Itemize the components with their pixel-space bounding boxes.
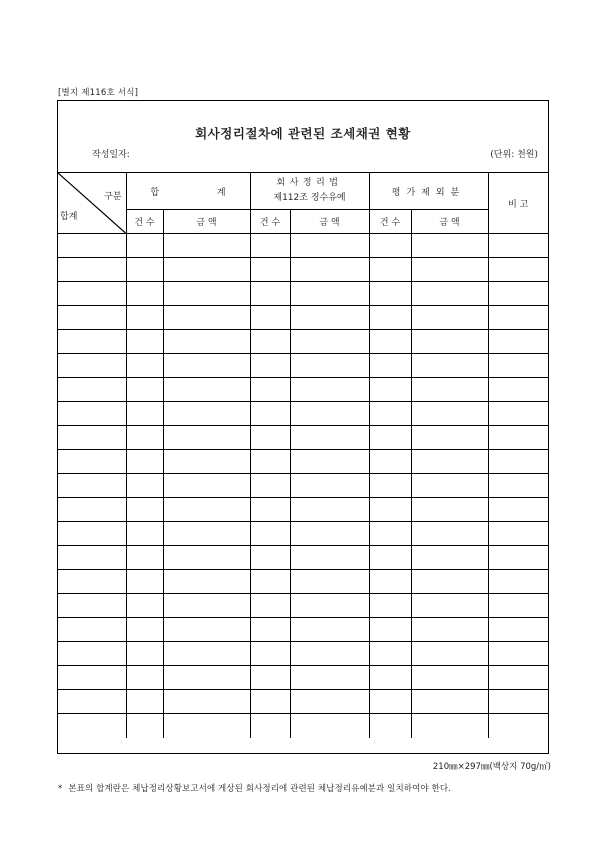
table-row	[58, 378, 548, 402]
table-row	[58, 306, 548, 330]
table-cell[interactable]	[250, 474, 290, 498]
table-cell[interactable]	[290, 402, 369, 426]
table-cell[interactable]	[488, 378, 548, 402]
table-cell[interactable]	[488, 234, 548, 258]
table-cell[interactable]	[250, 282, 290, 306]
table-row	[58, 330, 548, 354]
table-cell[interactable]	[58, 594, 126, 618]
header-remarks: 비 고	[488, 173, 548, 234]
table-cell[interactable]	[369, 330, 411, 354]
sub-amount-total: 금 액	[163, 210, 250, 234]
table-cell[interactable]	[411, 402, 488, 426]
table-cell[interactable]	[58, 522, 126, 546]
table-cell[interactable]	[369, 234, 411, 258]
header-article-112-line1: 회사정리법	[276, 178, 343, 188]
tax-claims-table	[58, 172, 548, 738]
table-cell[interactable]	[290, 666, 369, 690]
table-cell[interactable]	[369, 354, 411, 378]
table-cell[interactable]	[488, 330, 548, 354]
table-cell[interactable]	[163, 306, 250, 330]
table-cell[interactable]	[290, 690, 369, 714]
table-row	[58, 570, 548, 594]
table-cell[interactable]	[58, 546, 126, 570]
table-cell[interactable]	[290, 282, 369, 306]
table-cell[interactable]	[290, 714, 369, 738]
table-cell[interactable]	[58, 498, 126, 522]
table-cell[interactable]	[411, 306, 488, 330]
table-cell[interactable]	[411, 474, 488, 498]
form-frame	[57, 100, 549, 754]
table-cell[interactable]	[488, 642, 548, 666]
table-cell[interactable]	[290, 306, 369, 330]
header-evaluation-excluded: 평가제외분	[369, 173, 488, 210]
table-cell[interactable]	[163, 714, 250, 738]
table-cell[interactable]	[411, 546, 488, 570]
table-cell[interactable]	[58, 474, 126, 498]
table-cell[interactable]	[369, 282, 411, 306]
table-cell[interactable]	[250, 522, 290, 546]
table-cell[interactable]	[163, 522, 250, 546]
table-cell[interactable]	[250, 546, 290, 570]
table-cell[interactable]	[163, 690, 250, 714]
table-cell[interactable]	[290, 378, 369, 402]
table-cell[interactable]	[250, 306, 290, 330]
table-cell[interactable]	[163, 402, 250, 426]
table-cell[interactable]	[163, 354, 250, 378]
table-cell[interactable]	[126, 306, 163, 330]
table-cell[interactable]	[250, 570, 290, 594]
date-label: 작성일자:	[92, 150, 130, 160]
table-cell[interactable]	[411, 666, 488, 690]
table-cell[interactable]	[488, 426, 548, 450]
table-cell[interactable]	[290, 546, 369, 570]
table-cell[interactable]	[126, 618, 163, 642]
table-cell[interactable]	[126, 282, 163, 306]
table-cell[interactable]	[126, 522, 163, 546]
table-cell[interactable]	[250, 714, 290, 738]
table-cell[interactable]	[250, 426, 290, 450]
table-cell[interactable]	[411, 690, 488, 714]
table-cell[interactable]	[488, 498, 548, 522]
table-cell[interactable]	[369, 618, 411, 642]
header-total: 합 계	[126, 173, 250, 210]
table-cell[interactable]	[411, 450, 488, 474]
table-cell[interactable]	[58, 450, 126, 474]
table-cell[interactable]	[411, 522, 488, 546]
table-cell[interactable]	[369, 642, 411, 666]
table-cell[interactable]	[411, 426, 488, 450]
table-cell[interactable]	[163, 618, 250, 642]
sub-amount-article: 금 액	[290, 210, 369, 234]
table-cell[interactable]	[126, 546, 163, 570]
table-cell[interactable]	[58, 690, 126, 714]
sub-count-total: 건 수	[126, 210, 163, 234]
table-cell[interactable]	[369, 714, 411, 738]
header-article-112	[250, 173, 369, 210]
table-cell[interactable]	[250, 378, 290, 402]
table-row	[58, 522, 548, 546]
table-cell[interactable]	[488, 258, 548, 282]
table-cell[interactable]	[163, 498, 250, 522]
table-cell[interactable]	[250, 618, 290, 642]
table-cell[interactable]	[250, 594, 290, 618]
table-cell[interactable]	[250, 402, 290, 426]
table-cell[interactable]	[163, 258, 250, 282]
table-cell[interactable]	[411, 234, 488, 258]
table-cell[interactable]	[411, 330, 488, 354]
table-cell[interactable]	[290, 354, 369, 378]
table-cell[interactable]	[290, 330, 369, 354]
table-cell[interactable]	[163, 474, 250, 498]
table-cell[interactable]	[58, 330, 126, 354]
table-cell[interactable]	[163, 426, 250, 450]
table-cell[interactable]	[163, 234, 250, 258]
table-cell[interactable]	[369, 570, 411, 594]
table-cell[interactable]	[488, 282, 548, 306]
table-cell[interactable]	[411, 258, 488, 282]
table-cell[interactable]	[488, 618, 548, 642]
table-cell[interactable]	[369, 546, 411, 570]
table-cell[interactable]	[488, 690, 548, 714]
footnote-mark: *	[58, 784, 63, 794]
table-row	[58, 450, 548, 474]
header-gubun-cell	[58, 173, 126, 234]
table-row	[58, 426, 548, 450]
table-cell[interactable]	[488, 474, 548, 498]
table-cell[interactable]	[250, 666, 290, 690]
table-cell[interactable]	[250, 498, 290, 522]
table-cell[interactable]	[126, 258, 163, 282]
table-cell[interactable]	[126, 450, 163, 474]
table-cell[interactable]	[126, 666, 163, 690]
table-cell[interactable]	[58, 282, 126, 306]
table-cell[interactable]	[290, 570, 369, 594]
table-cell[interactable]	[163, 450, 250, 474]
table-cell[interactable]	[411, 354, 488, 378]
table-cell[interactable]	[369, 474, 411, 498]
table-cell[interactable]	[163, 282, 250, 306]
table-cell[interactable]	[250, 354, 290, 378]
table-cell[interactable]	[58, 234, 126, 258]
table-cell[interactable]	[58, 642, 126, 666]
table-cell[interactable]	[369, 306, 411, 330]
table-row	[58, 690, 548, 714]
footnote-text: 본표의 합계란은 체납정리상황보고서에 게상된 회사정리에 관련된 체납정리유예분과 일치하여야 한다.	[68, 784, 451, 794]
table-cell[interactable]	[290, 234, 369, 258]
table-row	[58, 258, 548, 282]
table-cell[interactable]	[250, 642, 290, 666]
table-cell[interactable]	[58, 354, 126, 378]
table-cell[interactable]	[58, 306, 126, 330]
table-cell[interactable]	[126, 330, 163, 354]
table-cell[interactable]	[250, 234, 290, 258]
table-cell[interactable]	[58, 402, 126, 426]
table-cell[interactable]	[488, 522, 548, 546]
table-cell[interactable]	[411, 714, 488, 738]
table-cell[interactable]	[290, 522, 369, 546]
header-article-112-line2: 제112조 징수유예	[273, 193, 346, 203]
table-cell[interactable]	[290, 642, 369, 666]
table-cell[interactable]	[488, 594, 548, 618]
table-cell[interactable]	[369, 378, 411, 402]
table-cell[interactable]	[250, 258, 290, 282]
table-cell[interactable]	[369, 690, 411, 714]
table-row	[58, 594, 548, 618]
form-title: 회사정리절차에 관련된 조세채권 현황	[195, 126, 411, 141]
table-cell[interactable]	[126, 354, 163, 378]
sub-count-evaluation: 건 수	[369, 210, 411, 234]
table-cell[interactable]	[290, 450, 369, 474]
table-row	[58, 642, 548, 666]
sub-amount-evaluation: 금 액	[411, 210, 488, 234]
table-cell[interactable]	[163, 546, 250, 570]
table-cell[interactable]	[411, 642, 488, 666]
table-cell[interactable]	[290, 618, 369, 642]
table-cell[interactable]	[58, 714, 126, 738]
table-cell[interactable]	[126, 690, 163, 714]
table-cell[interactable]	[369, 258, 411, 282]
table-cell[interactable]	[411, 378, 488, 402]
diagonal-divider	[58, 173, 126, 233]
table-row	[58, 714, 548, 738]
table-cell[interactable]	[126, 234, 163, 258]
table-cell[interactable]	[369, 402, 411, 426]
table-cell[interactable]	[290, 474, 369, 498]
table-cell[interactable]	[126, 498, 163, 522]
table-cell[interactable]	[369, 666, 411, 690]
table-cell[interactable]	[250, 690, 290, 714]
table-row	[58, 666, 548, 690]
table-cell[interactable]	[163, 666, 250, 690]
table-cell[interactable]	[126, 714, 163, 738]
table-row	[58, 234, 548, 258]
sub-count-article: 건 수	[250, 210, 290, 234]
table-row	[58, 402, 548, 426]
table-cell[interactable]	[126, 594, 163, 618]
table-cell[interactable]	[58, 258, 126, 282]
table-cell[interactable]	[163, 594, 250, 618]
table-cell[interactable]	[163, 642, 250, 666]
table-cell[interactable]	[488, 546, 548, 570]
table-cell[interactable]	[163, 378, 250, 402]
form-number: [별지 제116호 서식]	[58, 88, 139, 98]
footnote	[58, 782, 451, 794]
table-cell[interactable]	[250, 450, 290, 474]
table-cell[interactable]	[290, 258, 369, 282]
table-cell[interactable]	[411, 618, 488, 642]
table-cell[interactable]	[411, 594, 488, 618]
table-cell[interactable]	[411, 570, 488, 594]
table-cell[interactable]	[126, 642, 163, 666]
table-cell[interactable]	[290, 498, 369, 522]
header-hapgye: 합계	[60, 212, 78, 222]
table-cell[interactable]	[488, 714, 548, 738]
table-cell[interactable]	[126, 378, 163, 402]
table-cell[interactable]	[163, 330, 250, 354]
table-cell[interactable]	[369, 426, 411, 450]
table-cell[interactable]	[369, 522, 411, 546]
table-cell[interactable]	[369, 450, 411, 474]
table-cell[interactable]	[126, 426, 163, 450]
table-cell[interactable]	[411, 282, 488, 306]
table-cell[interactable]	[290, 594, 369, 618]
unit-label: (단위: 천원)	[490, 150, 538, 160]
table-cell[interactable]	[126, 402, 163, 426]
table-cell[interactable]	[369, 498, 411, 522]
table-cell[interactable]	[250, 330, 290, 354]
table-cell[interactable]	[126, 570, 163, 594]
table-row	[58, 498, 548, 522]
table-cell[interactable]	[58, 378, 126, 402]
table-cell[interactable]	[411, 498, 488, 522]
table-cell[interactable]	[126, 474, 163, 498]
table-cell[interactable]	[290, 426, 369, 450]
table-cell[interactable]	[58, 666, 126, 690]
table-cell[interactable]	[58, 426, 126, 450]
table-cell[interactable]	[488, 354, 548, 378]
table-row	[58, 618, 548, 642]
table-row	[58, 354, 548, 378]
table-row	[58, 546, 548, 570]
table-cell[interactable]	[488, 666, 548, 690]
table-cell[interactable]	[163, 570, 250, 594]
table-cell[interactable]	[488, 450, 548, 474]
table-row	[58, 282, 548, 306]
paper-size-note: 210㎜×297㎜(백상지 70g/㎡)	[432, 762, 551, 772]
table-cell[interactable]	[369, 594, 411, 618]
table-cell[interactable]	[488, 402, 548, 426]
table-cell[interactable]	[58, 618, 126, 642]
table-cell[interactable]	[488, 306, 548, 330]
table-cell[interactable]	[488, 570, 548, 594]
table-row	[58, 474, 548, 498]
table-cell[interactable]	[58, 570, 126, 594]
header-gubun: 구분	[104, 192, 122, 202]
